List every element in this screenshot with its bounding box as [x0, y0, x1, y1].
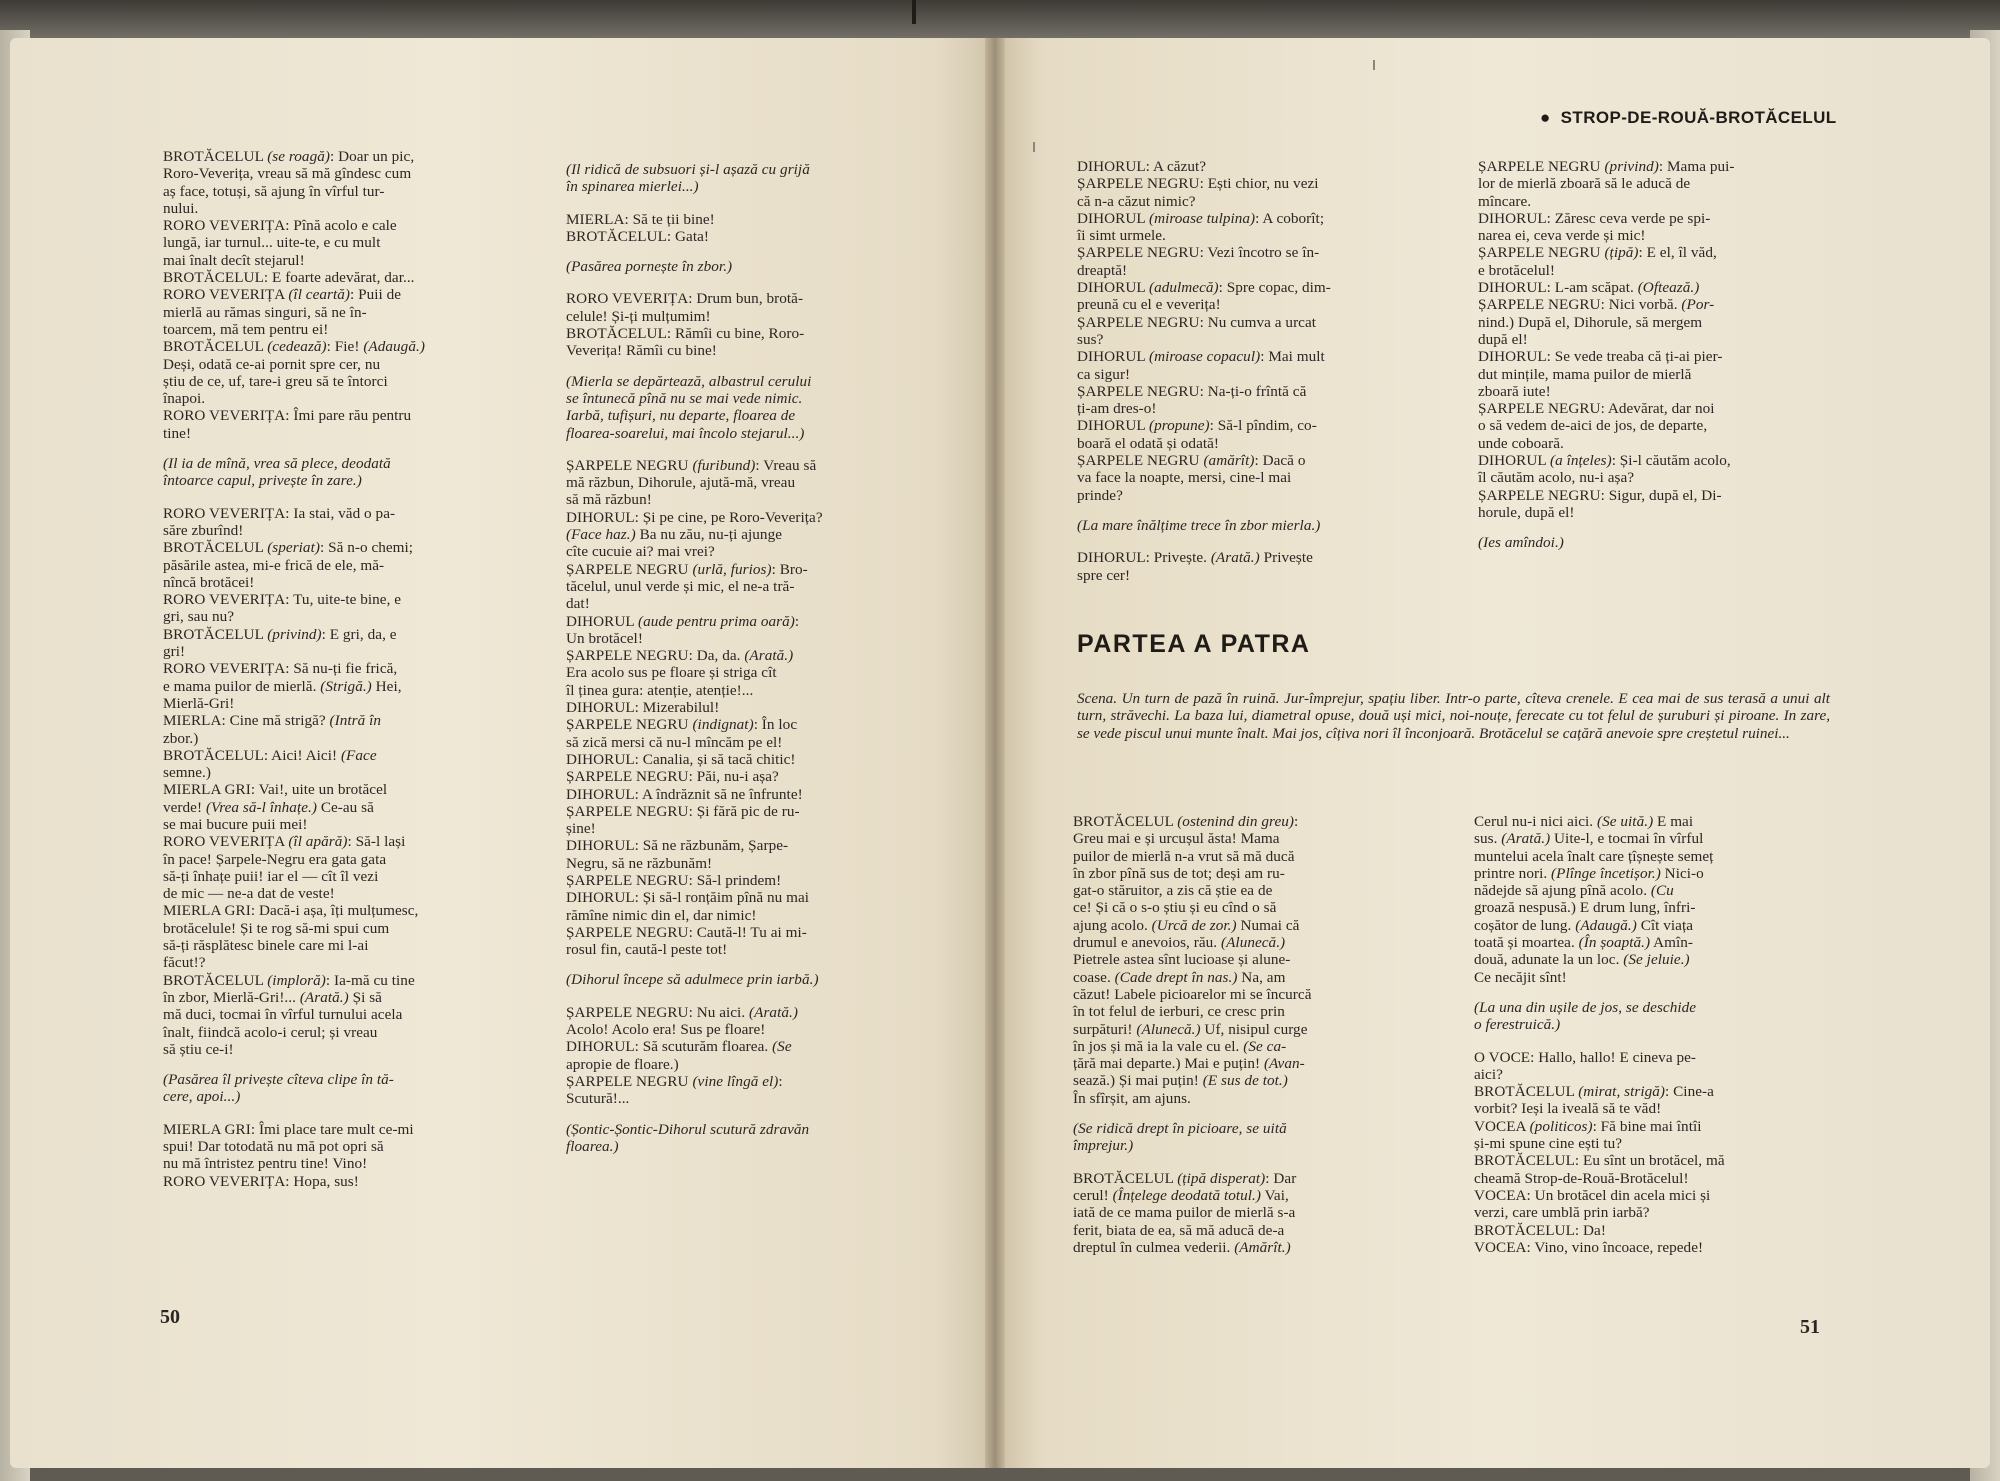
stage-direction: (Se ridică drept în picioare, se uită împrejur.) — [1073, 1120, 1287, 1155]
stage-direction: (La mare înălțime trece în zbor mierla.) — [1077, 516, 1321, 534]
dialogue-line: MIERLA GRI: Îmi place tare mult ce-mi spui! Dar totodată nu mă pot opri să nu mă întristez pentru tine! Vino! — [163, 1120, 414, 1173]
dialogue-line: MIERLA GRI: Dacă-i așa, îți mulțumesc, brotăcelule! Și te rog să-mi spui cum să-ți răsplătesc binele care mi l-ai făcut!? — [163, 902, 419, 972]
dialogue-line: VOCEA (politicos): Fă bine mai întîi și-mi spune cine ești tu? — [1474, 1117, 1702, 1153]
dialogue-line: DIHORUL: Canalia, și să tacă chitic! — [566, 750, 796, 768]
dialogue-line: BROTĂCELUL: E foarte adevărat, dar... — [163, 269, 415, 287]
dialogue-line: ȘARPELE NEGRU (privind): Mama pui- lor de mierlă zboară să le aducă de mîncare. — [1478, 158, 1735, 210]
dialogue-line: ȘARPELE NEGRU: Nu cumva a urcat sus? — [1077, 313, 1317, 348]
dialogue-line: BROTĂCELUL (speriat): Să n-o chemi; păsările astea, mi-e frică de ele, mă- nîncă brotăcei! — [163, 539, 414, 591]
dialogue-line: DIHORUL (miroase tulpina): A coborît; îi simt urmele. — [1077, 209, 1325, 245]
dialogue-line: DIHORUL: Și pe cine, pe Roro-Veverița? (Face haz.) Ba nu zău, nu-ți ajunge cîte cucuie ai? mai vrei? — [566, 508, 823, 561]
dialogue-line: RORO VEVERIȚA: Să nu-ți fie frică, e mama puilor de mierlă. (Strigă.) Hei, Mierlă-Gri! — [163, 660, 402, 712]
dialogue-line: RORO VEVERIȚA: Ia stai, văd o pa- săre zburînd! — [163, 504, 396, 539]
dialogue-line: DIHORUL: A îndrăznit să ne înfrunte! — [566, 785, 803, 803]
dialogue-line: ȘARPELE NEGRU: Adevărat, dar noi o să vedem de-aici de jos, de departe, unde coboară. — [1478, 400, 1715, 452]
dialogue-line: ȘARPELE NEGRU (urlă, furios): Bro- tăcelul, unul verde și mic, el ne-a tră- dat! — [566, 560, 808, 613]
dialogue-line: DIHORUL: Mizerabilul! — [566, 699, 720, 717]
dialogue-line: MIERLA GRI: Vai!, uite un brotăcel verde! (Vrea să-l înhațe.) Ce-au să se mai bucure puii mei! — [163, 781, 388, 833]
stage-direction: (Il ia de mînă, vrea să plece, deodată întoarce capul, privește în zare.) — [163, 455, 391, 490]
dialogue-line: BROTĂCELUL: Aici! Aici! (Face semne.) — [163, 746, 377, 782]
dialogue-line: RORO VEVERIȚA (îl ceartă): Puii de mierlă au rămas singuri, să ne în- toarcem, mă tem pentru ei! — [163, 286, 402, 338]
dialogue-line: DIHORUL: Să scuturăm floarea. (Se apropie de floare.) — [566, 1038, 792, 1073]
stage-direction: (Il ridică de subsuori și-l așază cu grijă în spinarea mierlei...) — [566, 161, 810, 196]
dialogue-line: DIHORUL: L-am scăpat. (Oftează.) — [1478, 279, 1700, 297]
dialogue-line: BROTĂCELUL (privind): E gri, da, e gri! — [163, 625, 397, 661]
running-head — [1540, 108, 1837, 128]
dialogue-line: BROTĂCELUL: Eu sînt un brotăcel, mă cheamă Strop-de-Rouă-Brotăcelul! — [1474, 1152, 1725, 1187]
dialogue-line: ȘARPELE NEGRU: Da, da. (Arată.) Era acolo sus pe floare și striga cît îl ținea gura: atenție, atenție!... — [566, 647, 794, 699]
dialogue-line: ȘARPELE NEGRU (vine lîngă el): Scutură!... — [566, 1072, 783, 1108]
dialogue-line: BROTĂCELUL (țipă disperat): Dar cerul! (Înțelege deodată totul.) Vai, iată de ce mama puilor de mierlă s-a ferit, biata de ea, să mă aducă de-a dreptul în culmea vederii. (Amărît.) — [1073, 1169, 1297, 1256]
dialogue-line: DIHORUL: Și să-l ronțăim pînă nu mai rămîne nimic din el, dar nimic! — [566, 889, 810, 924]
dialogue-line: ȘARPELE NEGRU: Și fără pic de ru- șine! — [566, 802, 800, 838]
dialogue-line: MIERLA: Cine mă strigă? (Intră în zbor.) — [163, 712, 382, 747]
page-mark — [1373, 60, 1375, 70]
dialogue-line: VOCEA: Vino, vino încoace, repede! — [1474, 1238, 1704, 1256]
dialogue-line: ȘARPELE NEGRU (țipă): E el, îl văd, e brotăcelul! — [1478, 244, 1717, 279]
dialogue-line: BROTĂCELUL: Gata! — [566, 227, 709, 245]
dialogue-line: ȘARPELE NEGRU: Nu aici. (Arată.) Acolo! Acolo era! Sus pe floare! — [566, 1003, 798, 1039]
dialogue-line: DIHORUL: Privește. (Arată.) Privește spre cer! — [1077, 549, 1313, 584]
dialogue-line: ȘARPELE NEGRU: Nici vorbă. (Por- nind.) După el, Dihorule, să mergem după el! — [1478, 296, 1715, 348]
dialogue-line: RORO VEVERIȚA: Hopa, sus! — [163, 1172, 359, 1190]
dialogue-line: RORO VEVERIȚA: Pînă acolo e cale lungă, iar turnul... uite-te, e cu mult mai înalt decît stejarul! — [163, 217, 397, 269]
dialogue-line: ȘARPELE NEGRU: Să-l prindem! — [566, 871, 782, 889]
dialogue-line: RORO VEVERIȚA: Îmi pare rău pentru tine! — [163, 407, 412, 442]
part-title: PARTEA A PATRA — [1077, 630, 1311, 658]
dialogue-line: ȘARPELE NEGRU: Vezi încotro se în- dreaptă! — [1077, 244, 1320, 279]
stage-direction: (Dihorul începe să adulmece prin iarbă.) — [566, 971, 819, 989]
stage-direction: (Șontic-Șontic-Dihorul scutură zdravăn floarea.) — [566, 1120, 810, 1155]
dialogue-line: RORO VEVERIȚA: Drum bun, brotă- celule! Și-ți mulțumim! — [566, 290, 804, 325]
dialogue-line: BROTĂCELUL: Da! — [1474, 1221, 1606, 1239]
page-mark — [1033, 142, 1035, 152]
dialogue-line: ȘARPELE NEGRU (amărît): Dacă o va face la noapte, mersi, cine-l mai prinde? — [1077, 452, 1306, 504]
dialogue-line: ȘARPELE NEGRU: Na-ți-o frîntă că ți-am dres-o! — [1077, 382, 1307, 418]
dialogue-line: O VOCE: Hallo, hallo! E cineva pe- aici? — [1474, 1048, 1696, 1083]
bullet-icon: ● — [1540, 108, 1551, 127]
right-page-column-4 — [1474, 813, 1830, 1256]
top-mark — [912, 0, 916, 24]
left-page-column-2 — [566, 148, 914, 1170]
stage-direction: (Pasărea pornește în zbor.) — [566, 258, 733, 276]
dialogue-line: DIHORUL: Să ne răzbunăm, Șarpe- Negru, să ne răzbunăm! — [566, 837, 789, 872]
right-page-column-3 — [1073, 813, 1423, 1256]
dialogue-line: DIHORUL (adulmecă): Spre copac, dim- preună cu el e veverița! — [1077, 279, 1331, 314]
page-number-left: 50 — [160, 1306, 180, 1328]
dialogue-line: BROTĂCELUL (imploră): Ia-mă cu tine în zbor, Mierlă-Gri!... (Arată.) Și să mă duci, tocmai în vîrful turnului acela înalt, fiindcă acolo-i cerul; și vreau să știu ce-i! — [163, 971, 415, 1058]
dialogue-line: RORO VEVERIȚA (îl apără): Să-l lași în pace! Șarpele-Negru era gata gata să-ți înhațe puii! iar el — cît îl vezi de mic — ne-a dat de veste! — [163, 833, 406, 903]
stage-direction: (Pasărea îl privește cîteva clipe în tă- cere, apoi...) — [163, 1071, 394, 1106]
dialogue-line: ȘARPELE NEGRU: Ești chior, nu vezi că n-a căzut nimic? — [1077, 175, 1319, 210]
dialogue-line: VOCEA: Un brotăcel din acela mici și verzi, care umblă prin iarbă? — [1474, 1186, 1711, 1222]
dialogue-line: DIHORUL: A căzut? — [1077, 158, 1207, 175]
dialogue-line: ȘARPELE NEGRU: Păi, nu-i așa? — [566, 768, 779, 786]
dialogue-line: BROTĂCELUL (cedează): Fie! (Adaugă.) Deși, odată ce-ai pornit spre cer, nu știu de ce, uf, tare-i greu să te întorci înapoi. — [163, 338, 425, 408]
dialogue-line: ȘARPELE NEGRU (indignat): În loc să zică mersi că nu-l mîncăm pe el! — [566, 716, 798, 751]
dialogue-line: DIHORUL (propune): Să-l pîndim, co- boară el odată și odată! — [1077, 417, 1317, 452]
dialogue-line: BROTĂCELUL (ostenind din greu): Greu mai e și urcușul ăsta! Mama puilor de mierlă n-a vrut să mă ducă în zbor pînă sus de tot; deși am ru- gat-o stăruitor, a zis că știe ea de ce! Și că o s-o știu și eu cînd o să ajung acolo. (Urcă de zor.) Numai că drumul e anevoios, rău. (Alunecă.) Pietrele astea sînt lucioase și alune- coase. (Cade drept în nas.) Na, am căzut! Labele picioarelor mi se încurcă în tot felul de ierburi, ce cresc prin surpături! (Alunecă.) Uf, nisipul curge în jos și mă ia la vale cu el. (Se ca- țără mai departe.) Mai e puțin! (Avan- sează.) Și mai puțin! (E sus de tot.) În sfîrșit, am ajuns. — [1073, 813, 1312, 1107]
dialogue-line: Cerul nu-i nici aici. (Se uită.) E mai sus. (Arată.) Uite-l, e tocmai în vîrful muntelui acela înalt care țîșnește semeț printre nori. (Plînge încetișor.) Nici-o nădejde să ajung pînă acolo. (Cu groază nespusă.) E drum lung, înfri- coșător de lung. (Adaugă.) Cît viața toată și moartea. (În șoaptă.) Amîn- două, adunate la un loc. (Se jeluie.) Ce necăjit sînt! — [1474, 813, 1714, 986]
stage-direction: (Ies amîndoi.) — [1478, 534, 1564, 552]
scene-description: Scena. Un turn de pază în ruină. Jur-împrejur, spațiu liber. Intr-o parte, cîteva crenele. E cea mai de sus terasă a unui alt turn, străvechi. La baza lui, diametral opuse, două uși mici, noi-nouțe, ferecate cu tot felul de șuruburi și piroane. In zare, se vede piscul unui munte înalt. Mai jos, cîțiva nori îl înconjoară. Brotăcelul se cațără anevoie spre creștetul ruinei... — [1077, 690, 1830, 742]
dialogue-line: DIHORUL: Zăresc ceva verde pe spi- narea ei, ceva verde și mic! — [1478, 209, 1711, 245]
right-page-column-2 — [1478, 158, 1830, 567]
dialogue-line: RORO VEVERIȚA: Tu, uite-te bine, e gri, sau nu? — [163, 591, 402, 626]
running-head-text: STROP-DE-ROUĂ-BROTĂCELUL — [1560, 108, 1837, 127]
dialogue-line: DIHORUL (aude pentru prima oară): Un brotăcel! — [566, 612, 800, 647]
right-page-column-1 — [1077, 158, 1423, 584]
stage-direction: (Mierla se depărtează, albastrul cerului se întunecă pînă nu se mai vede nimic. Iarbă, tufișuri, nu departe, floarea de floarea-soarelui, mai încolo stejarul...) — [566, 372, 812, 442]
dialogue-line: MIERLA: Să te ții bine! — [566, 210, 715, 228]
dialogue-line: BROTĂCELUL: Rămîi cu bine, Roro- Veverița! Rămîi cu bine! — [566, 325, 805, 360]
page-number-right: 51 — [1800, 1316, 1820, 1338]
dialogue-line: ȘARPELE NEGRU: Sigur, după el, Di- horule, după el! — [1478, 486, 1722, 521]
stage-direction: (La una din ușile de jos, se deschide o ferestruică.) — [1474, 998, 1697, 1034]
dialogue-line: DIHORUL (a înțeles): Și-l căutăm acolo, îl căutăm acolo, nu-i așa? — [1478, 452, 1731, 487]
left-page-column-1 — [163, 148, 513, 1190]
dialogue-line: ȘARPELE NEGRU (furibund): Vreau să mă răzbun, Dihorule, ajută-mă, vreau să mă răzbun! — [566, 456, 817, 509]
dialogue-line: DIHORUL (miroase copacul): Mai mult ca sigur! — [1077, 348, 1325, 383]
dialogue-line: ȘARPELE NEGRU: Caută-l! Tu ai mi- rosul fin, caută-l peste tot! — [566, 923, 807, 959]
dialogue-line: BROTĂCELUL (mirat, strigă): Cine-a vorbit? Ieși la iveală să te văd! — [1474, 1083, 1714, 1118]
dialogue-line: BROTĂCELUL (se roagă): Doar un pic, Roro-Veverița, vreau să mă gîndesc cum aș face, totuși, să ajung în vîrful tur- nului. — [163, 148, 415, 217]
book-gutter — [985, 38, 1005, 1468]
dialogue-line: DIHORUL: Se vede treaba că ți-ai pier- dut mințile, mama puilor de mierlă zboară iute! — [1478, 348, 1723, 400]
